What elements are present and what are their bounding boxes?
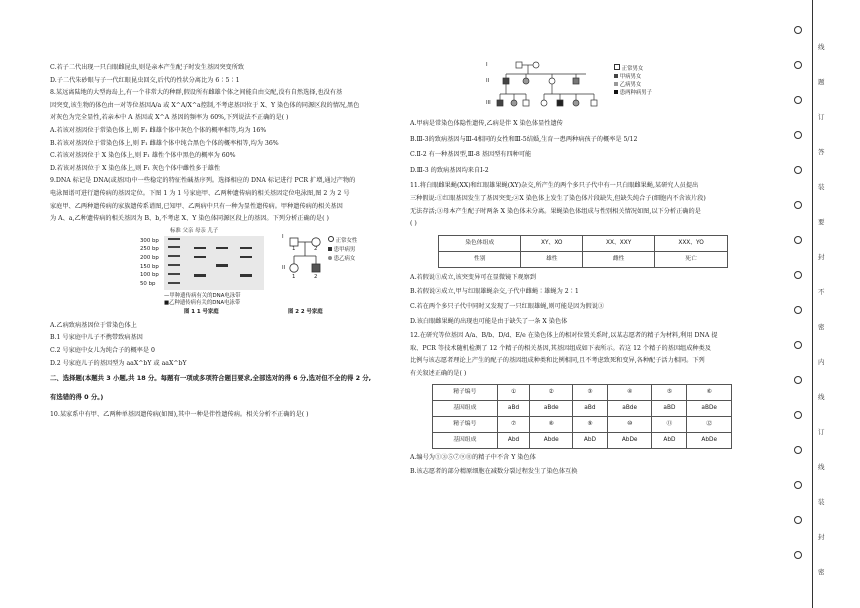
table-cell: 基因组成 xyxy=(433,432,498,448)
bp-label: 250 bp xyxy=(140,246,159,253)
table-cell: aBde xyxy=(607,400,652,416)
table-cell: ⑥ xyxy=(687,384,732,400)
binding-hole-icon xyxy=(794,446,802,454)
table-cell: 精子编号 xyxy=(433,384,498,400)
bp-label: 150 bp xyxy=(140,263,159,270)
table-cell: XXX、YO xyxy=(655,235,728,251)
binding-char: 装 xyxy=(818,498,825,506)
binding-char: 订 xyxy=(818,113,825,121)
q12-stem-4: 有关叙述正确的是( ) xyxy=(410,369,467,377)
table-cell: ⑫ xyxy=(687,416,732,432)
table-cell: 雄性 xyxy=(521,251,583,267)
gen-label: II xyxy=(282,264,286,271)
table-row xyxy=(433,400,732,416)
q9-stem-3: 家庭甲、乙两种遗传病的家族遗传系谱图,已知甲、乙两病中只有一种为显性遗传病。甲种遗传病的相关基因 xyxy=(50,202,343,210)
fig1-header: 标准 父亲 母亲 儿子 xyxy=(170,227,219,234)
q12-stem-2: 取、PCR 等技术随机检测了 12 个精子的相关基因,其基因组成如下表所示。若这 12 个精子的基因组成种类及 xyxy=(410,344,711,352)
table-cell: ⑪ xyxy=(652,416,687,432)
table-cell: ④ xyxy=(607,384,652,400)
legend-label: 正常女性 xyxy=(335,237,358,244)
both-disease-icon xyxy=(614,90,618,94)
binding-char: 密 xyxy=(818,568,825,576)
q9-stem-1: 9.DNA 标记是 DNA(或基因)中一些稳定的特征性碱基序列。选择相应的 DNA 标记进行 PCR 扩增,通过产物的 xyxy=(50,177,356,185)
binding-char: 线 xyxy=(818,463,825,471)
table-cell: 雌性 xyxy=(583,251,655,267)
q10-option-c: C.Ⅱ-2 有一种基因型,Ⅲ-8 基因型有四种可能 xyxy=(410,151,532,159)
table-cell: 死亡 xyxy=(655,251,728,267)
binding-char: 题 xyxy=(818,78,825,86)
affected-male-icon xyxy=(328,247,332,251)
q8-option-d: D.若该对基因位于 X 染色体上,则 F₁ 灰色个体中雌性多于雄性 xyxy=(50,164,221,172)
table-cell: XY、XO xyxy=(521,235,583,251)
q11-stem-2: 三种假说:①红眼基因发生了基因突变;②X 染色体上发生了染色体片段缺失,但缺失纯合子(细胞内不含该片段) xyxy=(410,194,706,202)
gen-label: III xyxy=(486,100,491,106)
left-column xyxy=(50,62,390,422)
q7-option-c: C.若子二代出现一只白眼雌昆虫,则是亲本产生配子时发生基因突变所致 xyxy=(50,64,245,71)
fig1-caption: 图 1 1 号家庭 xyxy=(184,308,219,315)
legend-label: 患两种病男子 xyxy=(619,90,653,96)
section-2-heading-cont: 有选错的得 0 分。) xyxy=(50,392,104,401)
q9-option-d: D.2 号家庭儿子的基因型为 aaX^bY 或 aaX^bY xyxy=(50,359,187,367)
table-cell: aBDe xyxy=(687,400,732,416)
q9-option-a: A.乙病致病基因位于常染色体上 xyxy=(50,321,137,329)
fig2-caption: 图 2 2 号家庭 xyxy=(288,308,323,315)
binding-hole-icon xyxy=(794,481,802,489)
q7-option-d: D.子二代朱砂眼与子一代红眼昆虫回交,后代的性状分离比为 6∶5∶1 xyxy=(50,76,240,84)
q12-option-a: A.编号为①③⑤⑦⑨⑪的精子中不含 Y 染色体 xyxy=(410,453,536,461)
table-row xyxy=(433,384,732,400)
table-cell: 染色体组成 xyxy=(439,235,521,251)
binding-line xyxy=(812,0,813,608)
right-column xyxy=(410,62,770,479)
binding-char: 订 xyxy=(818,428,825,436)
fig1-legend-1: —甲种遗传病有关的DNA电泳带 xyxy=(164,292,241,299)
q11-option-d: D.该白眼雌果蝇的出现也可能是由于缺失了一条 X 染色体 xyxy=(410,317,568,325)
q9-figures xyxy=(140,228,390,318)
legend-label: 患乙病女 xyxy=(333,255,356,262)
affected-female-icon xyxy=(328,256,332,260)
q10-stem: 10.某家系中有甲、乙两种单基因遗传病(如图),其中一种是伴性遗传病。相关分析不正确的是( ) xyxy=(50,411,309,419)
q10-legend xyxy=(614,64,652,97)
q9-option-b: B.1 号家庭中儿子不携带致病基因 xyxy=(50,334,143,342)
table-cell: AbD xyxy=(572,432,607,448)
binding-hole-icon xyxy=(794,271,802,279)
legend-label: 乙病男女 xyxy=(619,82,642,88)
q8-stem-1: 8.某远离陆地的大型海岛上,有一个非常大的种群,假设所有雌雄个体之间能自由交配,没有自然选择,也没有基 xyxy=(50,89,343,97)
electrophoresis-figure xyxy=(140,228,268,318)
q11-stem-4: ( ) xyxy=(410,220,417,228)
q9-stem-4: 为 A、a,乙种遗传病的相关基因为 B、b,不考虑 X、Y 染色体同源区段上的基因。下列分析正确的是( ) xyxy=(50,215,329,223)
legend-label: 甲病男女 xyxy=(619,74,642,80)
table-cell: ① xyxy=(497,384,530,400)
q12-stem-1: 12.在研究等位基因 A/a、B/b、D/d、E/e 在染色体上的相对位置关系时,以某志愿者的精子为材料,利用 DNA 提 xyxy=(410,332,718,340)
ind-num: 1 xyxy=(292,245,296,252)
table-cell: ⑨ xyxy=(572,416,607,432)
bp-label: 50 bp xyxy=(140,280,156,287)
bp-label: 100 bp xyxy=(140,272,159,279)
q10-option-b: B.Ⅲ-3的致病基因与Ⅲ-4相同的女性和Ⅲ-5结婚,生育一患两种病孩子的概率是 5/12 xyxy=(410,135,638,143)
table-cell: AbDe xyxy=(607,432,652,448)
binding-char: 内 xyxy=(818,358,825,366)
normal-female-icon xyxy=(328,236,334,242)
q10-option-a: A.甲病是常染色体隐性遗传,乙病是伴 X 染色体显性遗传 xyxy=(410,120,563,127)
q10-pedigree xyxy=(486,60,716,118)
binding-hole-icon xyxy=(794,61,802,69)
binding-hole-icon xyxy=(794,201,802,209)
q8-option-c: C.若该对基因位于 X 染色体上,则 F₁ 雄性个体中黑色的概率为 60% xyxy=(50,152,236,160)
ind-num: 2 xyxy=(314,245,318,252)
legend-label: 患甲病男 xyxy=(333,246,356,253)
ind-num: 2 xyxy=(314,273,318,280)
gel-bands xyxy=(164,236,264,290)
q11-option-c: C.若在两个多只子代中同时又发现了一只红眼雄蝇,则可能是因为假说③ xyxy=(410,302,605,310)
binding-char: 密 xyxy=(818,323,825,331)
q10-option-d: D.Ⅲ-3 的致病基因均来自Ⅰ-2 xyxy=(410,166,489,174)
bp-label: 300 bp xyxy=(140,237,159,244)
table-cell: Abd xyxy=(497,432,530,448)
table-cell: ⑤ xyxy=(652,384,687,400)
gen-label: I xyxy=(486,62,488,68)
family2-pedigree xyxy=(282,228,362,318)
table-cell: AbD xyxy=(652,432,687,448)
binding-hole-icon xyxy=(794,96,802,104)
table-cell: 精子编号 xyxy=(433,416,498,432)
disease-b-icon xyxy=(614,82,618,86)
binding-hole-icon xyxy=(794,166,802,174)
binding-char: 线 xyxy=(818,393,825,401)
disease-a-icon xyxy=(614,74,618,78)
binding-hole-icon xyxy=(794,411,802,419)
bp-label: 200 bp xyxy=(140,254,159,261)
binding-hole-icon xyxy=(794,306,802,314)
normal-icon xyxy=(614,64,620,70)
q11-option-a: A.若假说①成立,该突变异可在显微镜下观察到 xyxy=(410,273,536,281)
binding-hole-icon xyxy=(794,26,802,34)
fig2-legend xyxy=(328,236,357,264)
binding-char: 线 xyxy=(818,43,825,51)
q9-stem-2: 电泳图谱可进行遗传病的基因定位。下图 1 为 1 号家庭甲、乙两种遗传病的相关基因定位电泳图,图 2 为 2 号 xyxy=(50,189,350,197)
binding-hole-icon xyxy=(794,516,802,524)
table-cell: 基因组成 xyxy=(433,400,498,416)
binding-char: 封 xyxy=(818,253,825,261)
q8-stem-3: 对灰色为完全显性,若亲本中 A 基因或 X^A 基因的频率为 60%,下列说法不正确的是( ) xyxy=(50,114,289,122)
q10-pedigree-chart xyxy=(496,60,606,118)
bp-scale xyxy=(140,237,162,289)
section-2-heading: 二、选择题(本题共 3 小题,共 18 分。每题有一项或多项符合题目要求,全部选对的得 6 分,选对但不全的得 2 分, xyxy=(50,374,372,383)
binding-char: 不 xyxy=(818,288,825,296)
table-cell: XX、XXY xyxy=(583,235,655,251)
binding-hole-icon xyxy=(794,341,802,349)
q12-stem-3: 比例与该志愿者理论上产生的配子的基因组成种类和比例相同,且不考虑致死和变异,各种配子活力相同。下列 xyxy=(410,357,705,365)
gen-label: I xyxy=(282,233,284,240)
q8-stem-2: 因突变,该生物的体色由一对等位基因A/a 或 X^A/X^a控制,不考虑基因位于 X、Y 染色体的同源区段的情况,黑色 xyxy=(50,101,360,109)
chromosome-sex-table xyxy=(438,235,728,268)
q11-stem-1: 11.将白眼雌果蝇(XX)和红眼雄果蝇(XY)杂交,所产生的两个多只子代中有一只白眼雌果蝇,某研究人员提出 xyxy=(410,182,699,190)
table-cell: 性别 xyxy=(439,251,521,267)
table-cell: ⑧ xyxy=(530,416,572,432)
sperm-genotype-table xyxy=(432,384,732,449)
legend-label: 正常男女 xyxy=(621,66,644,72)
table-cell: ② xyxy=(530,384,572,400)
binding-hole-icon xyxy=(794,376,802,384)
table-cell: ⑦ xyxy=(497,416,530,432)
q8-option-b: B.若该对基因位于常染色体上,则 F₁ 雌雄个体中纯合黑色个体的概率相等,均为 36% xyxy=(50,139,279,147)
binding-hole-icon xyxy=(794,236,802,244)
table-row xyxy=(439,251,728,267)
pedigree-chart xyxy=(282,234,326,298)
binding-char: 装 xyxy=(818,183,825,191)
binding-char: 封 xyxy=(818,533,825,541)
binding-hole-icon xyxy=(794,551,802,559)
q12-option-b: B.该志愿者的部分精原细胞在减数分裂过程发生了染色体互换 xyxy=(410,468,578,476)
q11-stem-3: 无法存活;③母本产生配子时两条 X 染色体未分离。果蝇染色体组成与性别相关情况如图,以下分析正确的是 xyxy=(410,207,701,215)
q11-option-b: B.若假说②成立,甲与红眼雄蝇杂交,子代中雌蝇∶雄蝇为 2∶1 xyxy=(410,288,579,296)
ind-num: 1 xyxy=(292,273,296,280)
table-row xyxy=(433,432,732,448)
table-cell: Abde xyxy=(530,432,572,448)
q9-option-c: C.2 号家庭中女儿为纯合子的概率是 0 xyxy=(50,346,155,354)
table-cell: aBd xyxy=(572,400,607,416)
binding-char: 要 xyxy=(818,218,825,226)
binding-hole-icon xyxy=(794,131,802,139)
table-cell: ③ xyxy=(572,384,607,400)
table-cell: aBD xyxy=(652,400,687,416)
fig1-legend-2: ■乙种遗传病有关的DNA电泳带 xyxy=(164,299,241,306)
table-cell: ⑩ xyxy=(607,416,652,432)
table-cell: aBd xyxy=(497,400,530,416)
table-cell: AbDe xyxy=(687,432,732,448)
table-row xyxy=(439,235,728,251)
q8-option-a: A.若该对基因位于常染色体上,则 F₁ 雌雄个体中灰色个体的概率相等,均为 16% xyxy=(50,126,267,134)
binding-char: 答 xyxy=(818,148,825,156)
gen-label: II xyxy=(486,78,490,84)
table-cell: aBde xyxy=(530,400,572,416)
table-row xyxy=(433,416,732,432)
